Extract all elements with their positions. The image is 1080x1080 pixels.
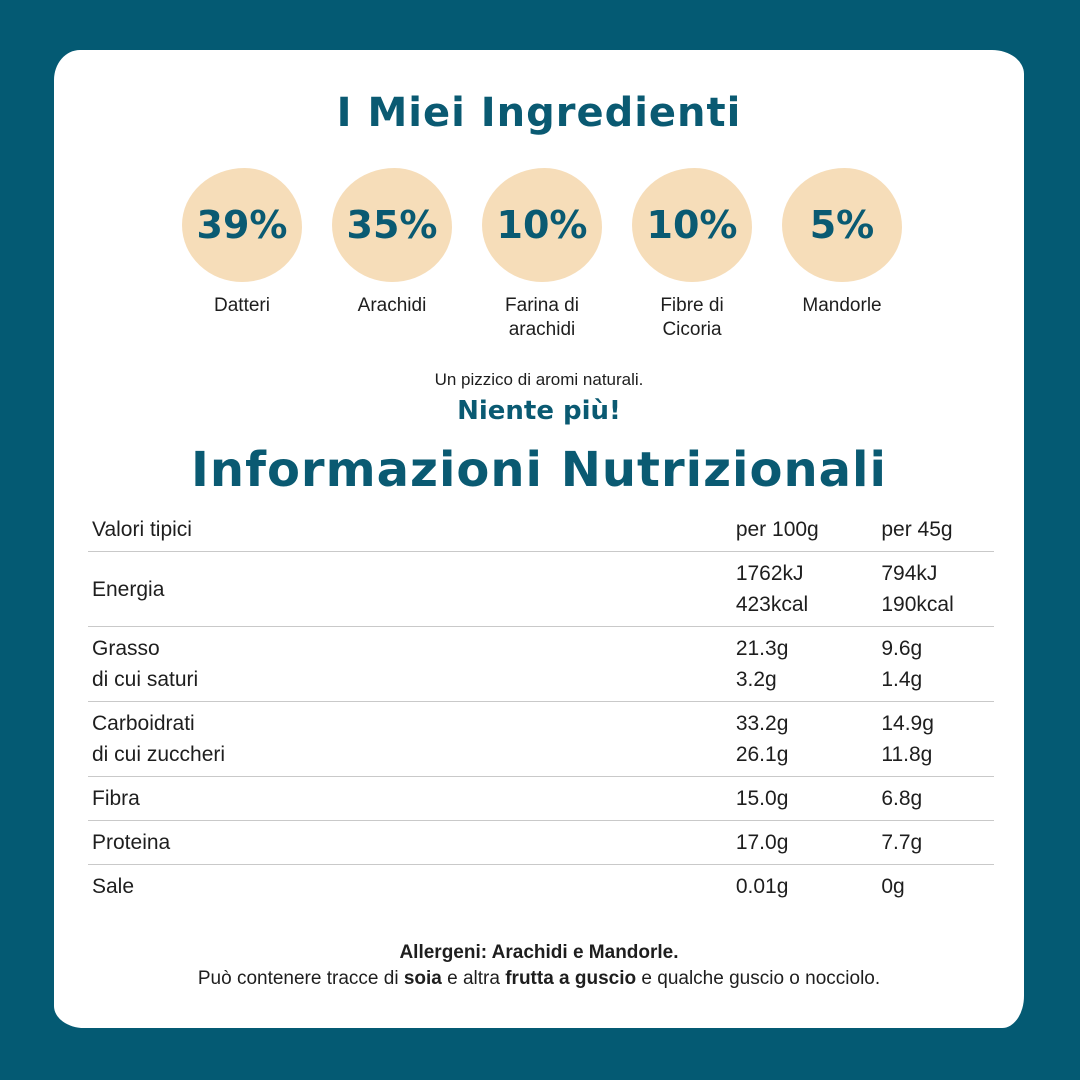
info-card — [54, 50, 1024, 1028]
row-per45: 7.7g — [877, 821, 994, 865]
row-per45: 0g — [881, 875, 905, 898]
traces-nuts: frutta a guscio — [505, 968, 637, 989]
allergen-line — [54, 940, 1024, 966]
row-per100: 17.0g — [732, 821, 878, 865]
table-row — [88, 865, 994, 909]
ingredient-item — [322, 168, 462, 318]
ingredient-name: Fibre di Cicoria — [660, 295, 724, 340]
table-row — [88, 552, 994, 627]
table-row — [88, 627, 994, 702]
traces-line — [54, 966, 1024, 992]
header-per45: per 45g — [877, 508, 994, 552]
ingredient-item — [622, 168, 762, 342]
row-per45: 6.8g — [877, 777, 994, 821]
row-per100: 21.3g 3.2g — [732, 627, 878, 702]
ingredient-item — [472, 168, 612, 342]
traces-text: e altra — [441, 968, 506, 989]
ingredient-item — [172, 168, 312, 318]
row-per100: 33.2g 26.1g — [732, 702, 878, 777]
traces-soy: soia — [403, 968, 442, 989]
ingredient-percent: 5% — [782, 168, 902, 282]
nothing-more-note: Niente più! — [457, 396, 621, 426]
ingredient-item — [772, 168, 912, 318]
ingredients-title: I Miei Ingredienti — [336, 90, 742, 136]
ingredient-percent: 39% — [182, 168, 302, 282]
ingredients-list — [172, 168, 912, 348]
row-label: Sale — [92, 875, 135, 898]
ingredient-percent: 10% — [482, 168, 602, 282]
table-row — [88, 777, 994, 821]
row-per45: 9.6g 1.4g — [877, 627, 994, 702]
table-row — [88, 821, 994, 865]
row-label: Proteina — [88, 821, 732, 865]
flavour-note: Un pizzico di aromi naturali. — [434, 370, 644, 389]
row-label: Fibra — [88, 777, 732, 821]
row-label: Energia — [88, 552, 732, 627]
allergen-info — [54, 940, 1024, 992]
row-per100: 0.01g — [735, 875, 789, 898]
row-per45: 14.9g 11.8g — [877, 702, 994, 777]
ingredient-percent: 10% — [632, 168, 752, 282]
ingredient-name: Datteri — [214, 295, 270, 316]
header-per100: per 100g — [732, 508, 878, 552]
nutrition-title: Informazioni Nutrizionali — [191, 442, 887, 498]
ingredient-name: Mandorle — [802, 295, 882, 316]
row-label: Grasso di cui saturi — [88, 627, 732, 702]
row-per100: 1762kJ 423kcal — [732, 552, 878, 627]
row-per100: 15.0g — [732, 777, 878, 821]
ingredient-name: Arachidi — [357, 295, 427, 316]
row-per45: 794kJ 190kcal — [877, 552, 994, 627]
allergen-text: Allergeni: Arachidi e Mandorle. — [399, 942, 679, 963]
traces-text: e qualche guscio o nocciolo. — [636, 968, 881, 989]
ingredient-name: Farina di arachidi — [505, 295, 579, 340]
table-header-row — [88, 508, 994, 552]
row-label: Carboidrati di cui zuccheri — [88, 702, 732, 777]
nutrition-table — [88, 508, 994, 908]
traces-text: Può contenere tracce di — [197, 968, 404, 989]
ingredient-percent: 35% — [332, 168, 452, 282]
table-row — [88, 702, 994, 777]
header-label: Valori tipici — [88, 508, 732, 552]
